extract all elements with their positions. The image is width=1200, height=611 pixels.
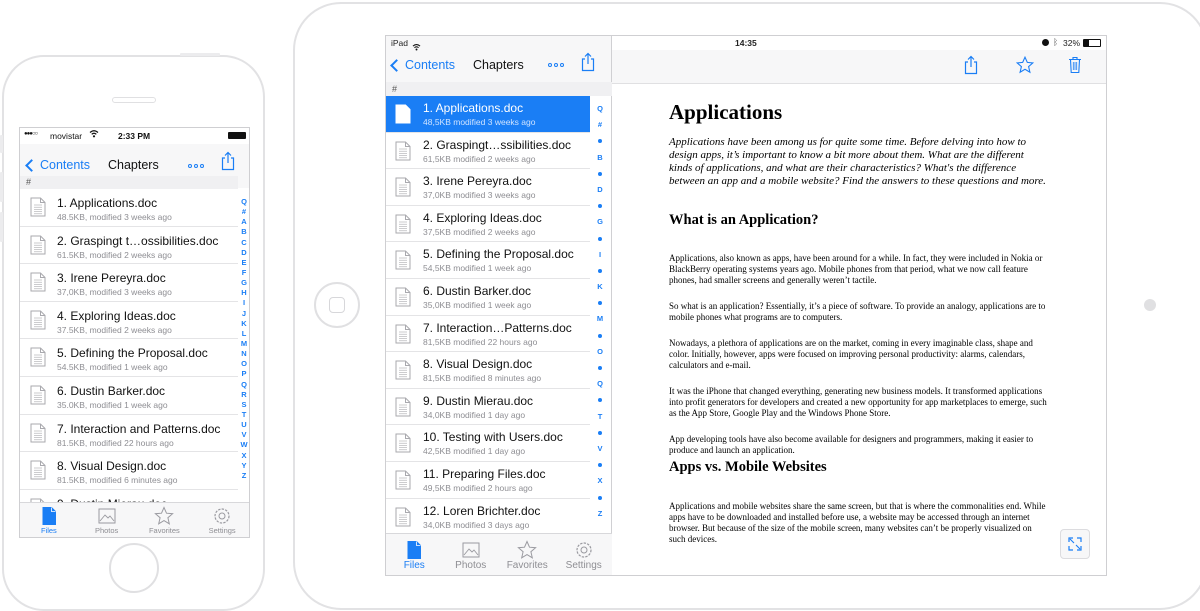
document-intro: Applications have been among us for quite some time. Before delving into how to design apps, it’s important to know a bit more about them. What are the different kinds of applications, and what are their characteristics? What's the difference between an app and a mobile website? Find the answers to these questions and more. xyxy=(669,136,1046,187)
document-icon xyxy=(30,347,46,372)
file-name: 1. Applications.doc xyxy=(423,101,524,115)
file-icon xyxy=(404,540,424,560)
trash-icon[interactable] xyxy=(1068,56,1082,74)
index-dot-mark xyxy=(598,204,602,208)
nav-title: Chapters xyxy=(108,158,159,172)
index-search-icon[interactable]: Q xyxy=(597,104,603,113)
tab-label: Files xyxy=(40,526,57,535)
back-button[interactable] xyxy=(392,58,455,72)
document-icon xyxy=(30,310,46,335)
ipad-home-button[interactable] xyxy=(314,282,360,328)
tab-favorites[interactable] xyxy=(136,503,194,538)
document-icon xyxy=(30,197,46,222)
file-name: 12. Loren Brichter.doc xyxy=(423,503,541,518)
iphone-volume-down xyxy=(0,212,3,242)
index-letter[interactable]: T xyxy=(241,409,247,419)
file-meta: 48.5KB, modified 3 weeks ago xyxy=(57,212,172,222)
index-letter[interactable]: G xyxy=(597,217,603,227)
file-row[interactable] xyxy=(386,352,590,389)
clock: 2:33 PM xyxy=(118,131,151,141)
photo-icon xyxy=(461,540,481,560)
index-dot[interactable] xyxy=(598,490,602,506)
chevron-left-icon xyxy=(390,59,403,72)
document-icon xyxy=(395,324,411,349)
index-dot-mark xyxy=(598,269,602,273)
document-icon xyxy=(395,214,411,239)
index-letter[interactable]: # xyxy=(597,120,603,130)
file-meta: 42,5KB modified 1 day ago xyxy=(423,446,526,457)
paragraph: Applications and mobile websites share the same screen, but that is where the commonalities end. While apps have to be downloaded and installed before use, a website may be accessed through an internet browser. But because of the size of the mobile screen, many websites can’t be properly visualized on such devices. xyxy=(669,501,1046,544)
index-letter[interactable]: V xyxy=(597,443,603,453)
file-meta: 81.5KB, modified 6 minutes ago xyxy=(57,475,178,486)
file-name: 2. Graspingt t…ossibilities.doc xyxy=(57,233,219,248)
file-meta: 61,5KB modified 2 weeks ago xyxy=(423,153,536,164)
index-letter[interactable]: Q xyxy=(597,379,603,389)
alarm-icon xyxy=(1042,39,1049,46)
tab-bar xyxy=(20,502,250,538)
index-dot-mark xyxy=(598,301,602,305)
index-letter[interactable]: M xyxy=(596,314,604,324)
index-dot[interactable] xyxy=(598,392,602,408)
file-row[interactable] xyxy=(20,189,238,227)
iphone-speaker xyxy=(112,97,156,103)
document-icon xyxy=(30,272,46,297)
file-meta: 49,5KB modified 2 hours ago xyxy=(423,482,533,493)
index-letter[interactable]: R xyxy=(241,389,247,399)
file-name: 8. Visual Design.doc xyxy=(57,459,167,474)
file-row[interactable] xyxy=(20,264,238,302)
index-dot[interactable] xyxy=(598,133,602,149)
tab-files[interactable] xyxy=(20,503,78,538)
file-list xyxy=(20,189,238,527)
tab-settings[interactable] xyxy=(193,503,250,538)
section-heading: Apps vs. Mobile Websites xyxy=(669,459,827,475)
index-letter[interactable]: # xyxy=(241,207,247,217)
paragraph: It was the iPhone that changed everything, generating new business models. It transformed applications into profit generators for developers and created a new opportunity for app marketplaces to emerge, such as the App Store, Google Play and the Windows Phone Store. xyxy=(669,386,1047,418)
index-letter[interactable]: S xyxy=(241,399,247,409)
index-dot-mark xyxy=(598,237,602,241)
index-dot-mark xyxy=(598,496,602,500)
tab-label: Settings xyxy=(208,526,236,535)
file-row[interactable] xyxy=(386,425,590,462)
index-letter[interactable]: A xyxy=(241,217,247,227)
file-meta: 35.0KB, modified 1 week ago xyxy=(57,399,168,410)
file-name: 9. Dustin Mierau.doc xyxy=(423,393,534,408)
index-dot[interactable] xyxy=(598,295,602,311)
file-name: 10. Testing with Users.doc xyxy=(423,430,563,445)
file-name: 1. Applications.doc xyxy=(57,196,158,210)
section-heading: What is an Application? xyxy=(669,212,819,228)
iphone-home-button[interactable] xyxy=(109,543,159,593)
document-title: Applications xyxy=(669,100,783,124)
file-meta: 35,0KB modified 1 week ago xyxy=(423,299,532,310)
document-icon xyxy=(395,177,411,202)
wifi-icon xyxy=(412,38,421,56)
index-letter[interactable]: H xyxy=(241,288,247,298)
index-dot[interactable] xyxy=(598,425,602,441)
tab-label: Favorites xyxy=(506,560,548,571)
index-letter[interactable]: K xyxy=(597,282,603,292)
tab-photos[interactable] xyxy=(443,534,500,576)
file-row[interactable] xyxy=(20,339,238,377)
index-dot[interactable] xyxy=(598,263,602,279)
index-search-icon[interactable]: Q xyxy=(241,197,247,206)
status-bar xyxy=(20,128,249,144)
nav-title: Chapters xyxy=(473,58,524,72)
file-row[interactable] xyxy=(386,499,590,536)
chapter-list-pane xyxy=(386,36,612,576)
file-row[interactable] xyxy=(386,169,590,206)
index-letter[interactable]: J xyxy=(241,308,247,318)
document-pane xyxy=(612,50,1106,576)
index-letter[interactable]: N xyxy=(241,349,247,359)
index-dot[interactable] xyxy=(598,231,602,247)
index-letter[interactable]: D xyxy=(241,247,247,257)
document-icon xyxy=(30,460,46,485)
index-letter[interactable]: X xyxy=(597,476,603,486)
file-row[interactable] xyxy=(386,389,590,426)
index-letter[interactable]: D xyxy=(597,184,603,194)
index-letter[interactable]: Q xyxy=(241,379,247,389)
document-toolbar xyxy=(612,50,1106,84)
gear-icon xyxy=(574,540,594,560)
battery-icon xyxy=(228,132,246,139)
back-button[interactable] xyxy=(27,158,90,172)
index-letter[interactable]: I xyxy=(242,298,246,308)
tab-favorites[interactable] xyxy=(499,534,556,576)
alphabet-index[interactable] xyxy=(591,101,609,522)
expand-icon xyxy=(1068,537,1082,551)
file-meta: 48,5KB modified 3 weeks ago xyxy=(423,117,536,127)
index-letter[interactable]: Z xyxy=(597,508,603,518)
index-letter[interactable]: V xyxy=(241,430,247,440)
index-letter[interactable]: F xyxy=(241,267,247,277)
alphabet-index[interactable] xyxy=(238,197,250,481)
star-icon xyxy=(517,540,537,560)
star-icon[interactable] xyxy=(1016,56,1034,74)
index-dot-mark xyxy=(598,334,602,338)
iphone-screen xyxy=(19,127,250,538)
gear-icon xyxy=(212,506,232,526)
file-row[interactable] xyxy=(20,415,238,453)
index-dot[interactable] xyxy=(598,198,602,214)
tab-settings[interactable] xyxy=(556,534,613,576)
file-name: 7. Interaction and Patterns.doc xyxy=(57,421,221,436)
file-name: 2. Graspingt…ssibilities.doc xyxy=(423,137,572,152)
index-letter[interactable]: O xyxy=(241,359,247,369)
device-label: iPad xyxy=(391,38,409,48)
file-row[interactable] xyxy=(386,316,590,353)
index-letter[interactable]: G xyxy=(241,278,247,288)
index-letter[interactable]: E xyxy=(241,257,247,267)
file-icon xyxy=(39,506,59,526)
iphone-power-button xyxy=(180,53,220,56)
share-icon[interactable] xyxy=(581,52,595,72)
more-icon[interactable] xyxy=(188,164,204,168)
file-name: 5. Defining the Proposal.doc xyxy=(57,346,208,361)
index-dot-mark xyxy=(598,463,602,467)
file-meta: 37,0KB, modified 3 weeks ago xyxy=(57,287,172,298)
paragraph: App developing tools have also become available for designers and programmers, making it easier to produce and launch an application. xyxy=(669,434,1034,455)
paragraph: Nowadays, a plethora of applications are on the market, coming in every imaginable class, shape and color. Initially, however, apps were focused on improving personal productivity: alarms, calendars, calculators and e-mail. xyxy=(669,338,1033,370)
section-header: # xyxy=(20,176,238,189)
share-icon[interactable] xyxy=(964,55,978,75)
file-meta: 37.5KB, modified 2 weeks ago xyxy=(57,324,172,335)
document-icon xyxy=(395,507,411,532)
carrier-label: movistar xyxy=(50,131,83,141)
tab-label: Photos xyxy=(94,526,119,535)
signal-icon: ●●●○○ xyxy=(24,131,38,137)
document-icon xyxy=(30,235,46,260)
file-name: 5. Defining the Proposal.doc xyxy=(423,247,574,262)
tab-label: Photos xyxy=(455,560,487,571)
file-name: 4. Exploring Ideas.doc xyxy=(57,308,176,323)
index-letter[interactable]: Y xyxy=(241,460,247,470)
file-name: 3. Irene Pereyra.doc xyxy=(423,174,532,189)
file-row[interactable] xyxy=(386,462,590,499)
file-row[interactable] xyxy=(386,96,590,133)
document-icon xyxy=(395,287,411,312)
index-letter[interactable]: K xyxy=(241,318,247,328)
expand-button[interactable] xyxy=(1060,529,1090,559)
chevron-left-icon xyxy=(25,159,38,172)
wifi-icon xyxy=(89,129,99,140)
tab-photos[interactable] xyxy=(78,503,136,538)
file-list xyxy=(386,96,590,535)
share-icon[interactable] xyxy=(221,151,235,171)
file-meta: 34,0KB modified 3 days ago xyxy=(423,519,530,530)
file-meta: 61.5KB, modified 2 weeks ago xyxy=(57,249,172,260)
paragraph: So what is an application? Essentially, it’s a piece of software. To provide an analogy, applications are to mobile phones what programs are to computers. xyxy=(669,301,1046,322)
file-meta: 34,0KB modified 1 day ago xyxy=(423,409,526,420)
index-dot-mark xyxy=(598,172,602,176)
index-dot[interactable] xyxy=(598,360,602,376)
document-icon xyxy=(395,360,411,385)
index-letter[interactable]: T xyxy=(597,411,603,421)
file-row[interactable] xyxy=(20,302,238,340)
paragraph: Applications, also known as apps, have been around for a while. In fact, they were included in Nokia or BlackBerry operating systems years ago. Mobile phones from that period, what we now call feature phones, had smaller screens and generally weren’t tactile. xyxy=(669,253,1043,285)
tab-label: Settings xyxy=(565,560,602,571)
back-button-label: Contents xyxy=(40,158,91,172)
tab-bar xyxy=(386,533,612,576)
tab-label: Files xyxy=(403,560,425,571)
index-dot[interactable] xyxy=(598,328,602,344)
file-name: 7. Interaction…Patterns.doc xyxy=(423,320,572,335)
file-name: 3. Irene Pereyra.doc xyxy=(57,271,166,286)
section-header: # xyxy=(386,82,612,96)
tab-label: Favorites xyxy=(148,526,180,535)
more-icon[interactable] xyxy=(548,63,564,67)
document-icon xyxy=(395,470,411,495)
index-letter[interactable]: I xyxy=(598,249,602,259)
index-letter[interactable]: W xyxy=(240,440,248,450)
file-meta: 54.5KB, modified 1 week ago xyxy=(57,362,168,373)
document-icon xyxy=(30,385,46,410)
file-row[interactable] xyxy=(386,242,590,279)
bluetooth-icon: ᛒ xyxy=(1053,37,1059,47)
index-letter[interactable]: L xyxy=(241,328,247,338)
document-icon xyxy=(30,423,46,448)
file-name: 6. Dustin Barker.doc xyxy=(423,283,532,298)
file-row[interactable] xyxy=(386,279,590,316)
ipad-home-square xyxy=(329,297,345,313)
file-meta: 81.5KB, modified 22 hours ago xyxy=(57,437,174,448)
document-icon xyxy=(395,250,411,275)
document-icon xyxy=(395,104,411,129)
file-name: 6. Dustin Barker.doc xyxy=(57,383,166,398)
file-name: 8. Visual Design.doc xyxy=(423,357,533,372)
file-meta: 54,5KB modified 1 week ago xyxy=(423,263,532,274)
file-row[interactable] xyxy=(20,227,238,265)
ipad-screen xyxy=(385,35,1107,576)
file-row[interactable] xyxy=(386,206,590,243)
document-icon xyxy=(395,397,411,422)
file-row[interactable] xyxy=(386,133,590,170)
index-dot-mark xyxy=(598,139,602,143)
star-icon xyxy=(154,506,174,526)
battery-icon xyxy=(1083,39,1101,47)
index-letter[interactable]: C xyxy=(241,237,247,247)
index-dot-mark xyxy=(598,431,602,435)
file-meta: 81,5KB modified 22 hours ago xyxy=(423,336,538,347)
iphone-mute-switch xyxy=(0,135,3,153)
index-letter[interactable]: U xyxy=(241,420,247,430)
index-letter[interactable]: O xyxy=(597,346,603,356)
clock: 14:35 xyxy=(735,38,757,48)
document-icon xyxy=(395,433,411,458)
index-letter[interactable]: P xyxy=(241,369,247,379)
tab-files[interactable] xyxy=(386,534,443,576)
file-meta: 37,5KB modified 2 weeks ago xyxy=(423,226,536,237)
file-row[interactable] xyxy=(20,377,238,415)
index-dot[interactable] xyxy=(598,457,602,473)
file-meta: 37,0KB modified 3 weeks ago xyxy=(423,190,536,201)
index-dot[interactable] xyxy=(598,166,602,182)
battery-label: 32% xyxy=(1063,38,1081,48)
index-letter[interactable]: X xyxy=(241,450,247,460)
file-row[interactable] xyxy=(20,452,238,490)
photo-icon xyxy=(97,506,117,526)
ipad-camera xyxy=(1144,299,1156,311)
index-letter[interactable]: B xyxy=(241,227,247,237)
document-body xyxy=(669,100,1049,545)
back-button-label: Contents xyxy=(405,58,456,72)
iphone-volume-up xyxy=(0,172,3,202)
document-icon xyxy=(395,141,411,166)
index-dot-mark xyxy=(598,366,602,370)
file-name: 11. Preparing Files.doc xyxy=(423,466,546,481)
file-name: 4. Exploring Ideas.doc xyxy=(423,210,542,225)
file-meta: 81,5KB modified 8 minutes ago xyxy=(423,373,542,384)
index-letter[interactable]: B xyxy=(597,152,603,162)
index-letter[interactable]: Z xyxy=(241,470,247,480)
list-nav-bar xyxy=(386,36,611,82)
index-letter[interactable]: M xyxy=(240,338,248,348)
index-dot-mark xyxy=(598,398,602,402)
